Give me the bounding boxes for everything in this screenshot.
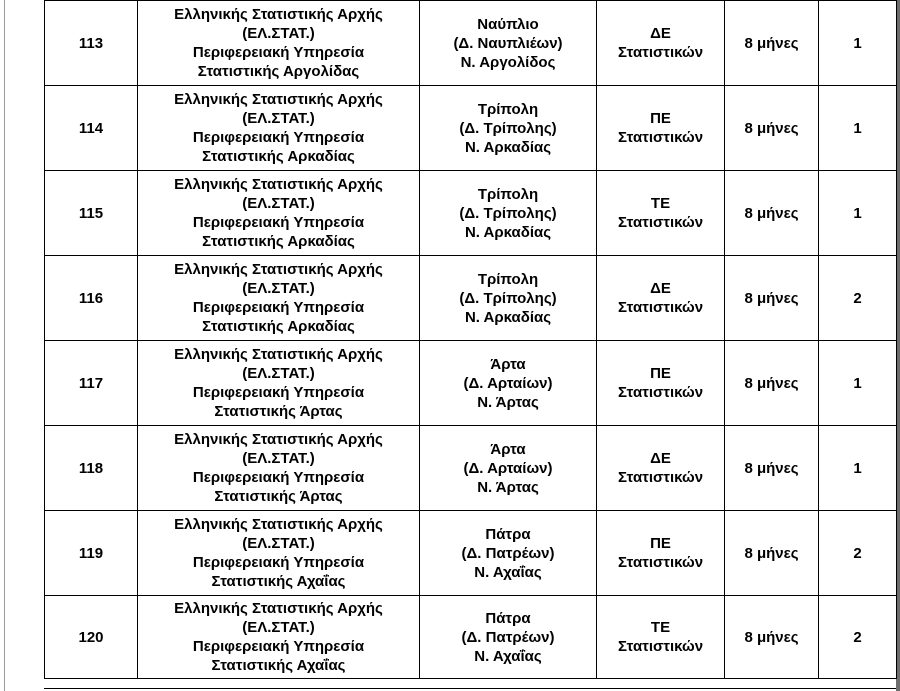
table-row [45,426,897,511]
location-cell [420,171,597,256]
duration: 8 μήνες [744,628,799,646]
duration-cell [725,596,819,679]
duration-cell [725,86,819,171]
positions-table [44,0,897,679]
agency-line: (ΕΛ.ΣΤΑΤ.) [242,365,315,382]
row-number: 119 [78,544,104,562]
row-number: 117 [78,374,104,392]
agency-cell [138,86,420,171]
duration: 8 μήνες [744,119,799,137]
row-number-cell [45,426,138,511]
agency-line: Στατιστικής Άρτας [214,488,343,505]
location-line: (Δ. Πατρέων) [461,544,555,562]
duration-cell [725,171,819,256]
specialty-line: Στατιστικών [617,554,704,571]
agency-line: (ΕΛ.ΣΤΑΤ.) [242,25,315,42]
row-number-cell [45,256,138,341]
count: 2 [853,628,862,646]
row-number: 120 [78,628,104,646]
row-number: 113 [78,34,104,52]
location-line: Ν. Αρκαδίας [464,223,552,241]
count: 2 [853,289,862,307]
specialty-cell [597,1,725,86]
row-number-cell [45,511,138,596]
agency-line: Περιφερειακή Υπηρεσία [192,299,365,316]
location-line: Ναύπλιο [477,15,539,33]
specialty-cell [597,256,725,341]
specialty-cell [597,86,725,171]
location-line: Πάτρα [485,525,531,543]
duration-cell [725,256,819,341]
agency-line: Ελληνικής Στατιστικής Αρχής [174,346,383,363]
agency-line: (ΕΛ.ΣΤΑΤ.) [242,619,315,636]
agency-cell [138,1,420,86]
agency-line: Ελληνικής Στατιστικής Αρχής [174,176,383,193]
table-row [45,511,897,596]
count: 2 [853,544,862,562]
agency-cell [138,596,420,679]
specialty-line: ΠΕ [650,535,671,552]
count-cell [819,1,897,86]
count-cell [819,596,897,679]
table-row [45,171,897,256]
next-row-border [44,688,896,689]
specialty-line: ΠΕ [650,110,671,127]
table-row [45,256,897,341]
duration: 8 μήνες [744,459,799,477]
specialty-line: Στατιστικών [617,44,704,61]
location-line: Ν. Αρκαδίας [464,308,552,326]
row-number: 118 [78,459,104,477]
agency-line: Στατιστικής Αργολίδας [197,63,360,80]
count-cell [819,341,897,426]
page-margin-line [4,0,5,691]
location-line: Ν. Άρτας [477,478,539,496]
table-row [45,1,897,86]
agency-cell [138,426,420,511]
duration: 8 μήνες [744,374,799,392]
specialty-cell [597,596,725,679]
duration: 8 μήνες [744,204,799,222]
duration-cell [725,341,819,426]
agency-line: Περιφερειακή Υπηρεσία [192,469,365,486]
specialty-line: ΤΕ [650,619,671,636]
location-line: (Δ. Πατρέων) [461,628,555,646]
count-cell [819,256,897,341]
specialty-line: ΤΕ [650,195,671,212]
agency-line: Περιφερειακή Υπηρεσία [192,638,365,655]
row-number-cell [45,171,138,256]
agency-line: (ΕΛ.ΣΤΑΤ.) [242,195,315,212]
row-number: 115 [78,204,104,222]
location-line: (Δ. Τρίπολης) [459,289,557,307]
row-number-cell [45,596,138,679]
table-row [45,341,897,426]
agency-line: (ΕΛ.ΣΤΑΤ.) [242,535,315,552]
count: 1 [853,34,862,52]
location-line: Ν. Αχαΐας [474,563,542,581]
agency-line: Στατιστικής Αχαΐας [211,573,346,590]
agency-line: Ελληνικής Στατιστικής Αρχής [174,431,383,448]
agency-line: Περιφερειακή Υπηρεσία [192,129,365,146]
duration: 8 μήνες [744,34,799,52]
count-cell [819,86,897,171]
location-line: (Δ. Ναυπλιέων) [453,34,563,52]
specialty-line: Στατιστικών [617,299,704,316]
specialty-line: ΠΕ [650,365,671,382]
count: 1 [853,119,862,137]
agency-line: Στατιστικής Αχαΐας [211,657,346,674]
specialty-line: Στατιστικών [617,129,704,146]
agency-cell [138,511,420,596]
agency-cell [138,256,420,341]
row-number: 116 [78,289,104,307]
row-number-cell [45,1,138,86]
row-number: 114 [78,119,104,137]
duration-cell [725,1,819,86]
count: 1 [853,204,862,222]
location-cell [420,341,597,426]
duration-cell [725,511,819,596]
location-line: Τρίπολη [477,185,539,203]
location-line: Ν. Άρτας [477,393,539,411]
location-line: Άρτα [490,440,526,458]
specialty-line: Στατιστικών [617,638,704,655]
agency-line: Περιφερειακή Υπηρεσία [192,384,365,401]
location-line: (Δ. Αρταίων) [463,374,553,392]
duration: 8 μήνες [744,289,799,307]
agency-line: Ελληνικής Στατιστικής Αρχής [174,6,383,23]
row-number-cell [45,86,138,171]
agency-line: (ΕΛ.ΣΤΑΤ.) [242,450,315,467]
agency-line: Ελληνικής Στατιστικής Αρχής [174,91,383,108]
location-line: Ν. Αχαΐας [474,647,542,665]
location-line: Ν. Αργολίδος [460,53,556,71]
specialty-line: ΔΕ [650,450,671,467]
agency-cell [138,171,420,256]
location-cell [420,596,597,679]
location-line: Πάτρα [485,609,531,627]
location-cell [420,1,597,86]
duration-cell [725,426,819,511]
location-line: Άρτα [490,355,526,373]
location-line: Ν. Αρκαδίας [464,138,552,156]
agency-line: Στατιστικής Αρκαδίας [202,233,355,250]
agency-line: Περιφερειακή Υπηρεσία [192,44,365,61]
agency-line: Στατιστικής Αρκαδίας [202,318,355,335]
agency-cell [138,341,420,426]
specialty-line: ΔΕ [650,25,671,42]
location-cell [420,426,597,511]
agency-line: Περιφερειακή Υπηρεσία [192,554,365,571]
location-cell [420,511,597,596]
count: 1 [853,374,862,392]
agency-line: (ΕΛ.ΣΤΑΤ.) [242,280,315,297]
specialty-line: Στατιστικών [617,469,704,486]
specialty-cell [597,341,725,426]
table-row [45,86,897,171]
specialty-line: Στατιστικών [617,214,704,231]
specialty-line: ΔΕ [650,280,671,297]
specialty-line: Στατιστικών [617,384,704,401]
location-line: Τρίπολη [477,100,539,118]
count-cell [819,171,897,256]
agency-line: Ελληνικής Στατιστικής Αρχής [174,516,383,533]
location-line: (Δ. Τρίπολης) [459,204,557,222]
agency-line: Στατιστικής Αρκαδίας [202,148,355,165]
specialty-cell [597,511,725,596]
location-line: (Δ. Αρταίων) [463,459,553,477]
agency-line: Ελληνικής Στατιστικής Αρχής [174,261,383,278]
specialty-cell [597,171,725,256]
location-cell [420,256,597,341]
agency-line: Περιφερειακή Υπηρεσία [192,214,365,231]
count-cell [819,511,897,596]
count-cell [819,426,897,511]
duration: 8 μήνες [744,544,799,562]
count: 1 [853,459,862,477]
agency-line: Στατιστικής Άρτας [214,403,343,420]
table-row [45,596,897,679]
row-number-cell [45,341,138,426]
specialty-cell [597,426,725,511]
location-line: Τρίπολη [477,270,539,288]
location-line: (Δ. Τρίπολης) [459,119,557,137]
location-cell [420,86,597,171]
agency-line: Ελληνικής Στατιστικής Αρχής [174,600,383,617]
agency-line: (ΕΛ.ΣΤΑΤ.) [242,110,315,127]
